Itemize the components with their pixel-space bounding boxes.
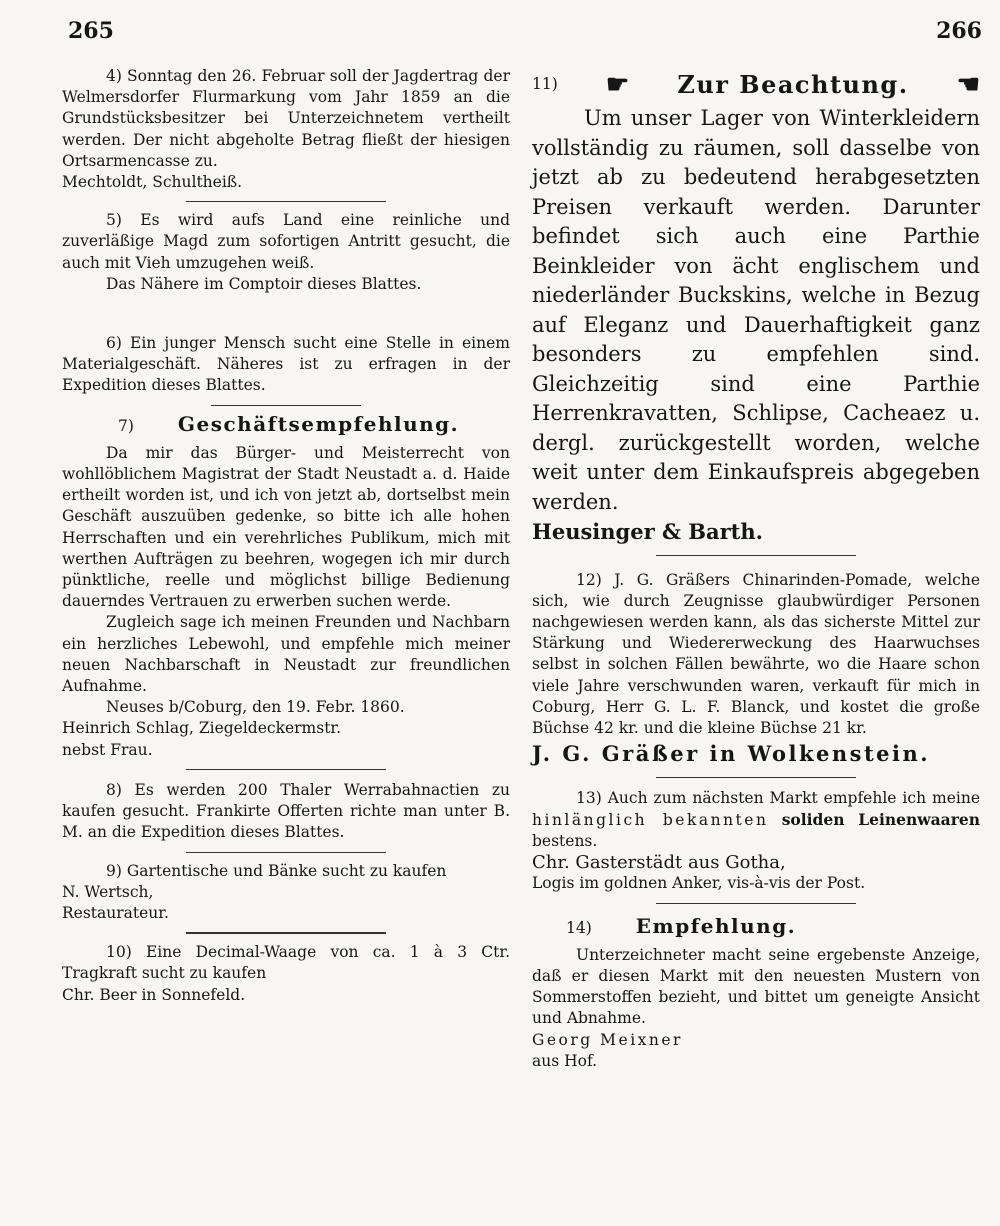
ad-7-signature: Heinrich Schlag, Ziegeldeckermstr.	[62, 719, 342, 738]
ad-5-text: 5) Es wird aufs Land eine reinliche und zuverläßige Magd zum sofortigen Antritt gesucht, die auch mit Vieh umzugehen weiß.	[62, 211, 510, 272]
left-column	[62, 66, 510, 1006]
ad-13-text-b: bestens.	[532, 832, 598, 851]
ad-13-text	[532, 788, 980, 853]
page-number-right: 266	[936, 18, 982, 44]
ad-14-signature: Georg Meixner	[532, 1030, 683, 1049]
ad-8	[62, 780, 510, 844]
ad-7-number: 7)	[118, 416, 134, 435]
ad-7-place-date: Neuses b/Coburg, den 19. Febr. 1860.	[106, 698, 405, 717]
page-number-left: 265	[68, 18, 114, 44]
ad-4-text: 4) Sonntag den 26. Februar soll der Jagdertrag der Welmersdorfer Flurmarkung vom Jahr 1859 an die Grundstücksbesitzer bei Unterzeichnetem vertheilt werden. Der nicht abgeholte Betrag fließt der hiesigen Ortsarmencasse zu.	[62, 67, 510, 170]
ad-6-text: 6) Ein junger Mensch sucht eine Stelle in einem Materialgeschäft. Näheres ist zu erfragen in der Expedition dieses Blattes.	[62, 334, 510, 395]
ad-9	[62, 861, 510, 925]
separator	[186, 932, 386, 934]
ad-11-signature: Heusinger & Barth.	[532, 519, 763, 544]
separator	[186, 852, 386, 853]
ad-13-lodging: Logis im goldnen Anker, vis-à-vis der Post.	[532, 874, 866, 893]
ad-14-number: 14)	[566, 918, 592, 937]
ad-8-text: 8) Es werden 200 Thaler Werrabahnactien zu kaufen gesucht. Frankirte Offerten richte man unter B. M. an die Expedition dieses Blattes.	[62, 780, 510, 842]
ad-7-signature-2: nebst Frau.	[62, 740, 153, 759]
ad-11	[532, 72, 980, 547]
ad-6	[62, 333, 510, 397]
pointing-hand-left-icon: ☚	[956, 70, 980, 100]
ad-7-paragraph-1: Da mir das Bürger- und Meisterrecht von wohllöblichem Magistrat der Stadt Neustadt a. d. Haide ertheilt worden ist, und ich von jetzt ab, dortselbst mein Geschäft auszuüben gedenke, so bitte ich alle hohen Herrschaften und ein verehrliches Publikum, mich mit werthen Aufträgen zu beehren, wogegen ich mir durch pünktliche, reelle und möglichst billige Bedienung dauerndes Vertrauen zu erwerben suchen werde.	[62, 443, 510, 611]
ad-7-heading: Geschäftsempfehlung.	[177, 411, 460, 436]
ad-12	[532, 570, 980, 769]
ad-10	[62, 942, 510, 1006]
ad-14-text: Unterzeichneter macht seine ergebenste Anzeige, daß er diesen Markt mit den neuesten Mustern von Sommerstoffen bezieht, und bittet um geneigte Ansicht und Abnahme.	[532, 945, 980, 1028]
separator	[186, 201, 386, 202]
ad-12-signature: J. G. Gräßer in Wolkenstein.	[532, 741, 931, 767]
ad-14	[532, 913, 980, 1072]
separator	[656, 903, 856, 904]
ad-10-signature: Chr. Beer in Sonnefeld.	[62, 985, 246, 1004]
separator	[656, 777, 856, 778]
ad-11-heading: Zur Beachtung.	[677, 70, 909, 100]
ad-13-text-spaced: hinlänglich bekannten	[532, 810, 769, 829]
ad-13-signature: Chr. Gasterstädt aus Gotha,	[532, 852, 786, 874]
ad-12-text: 12) J. G. Gräßers Chinarinden-Pomade, welche sich, wie durch Zeugnisse glaubwürdiger Personen nachgewiesen werden kann, als das sicherste Mittel zur Stärkung und Wiedererweckung des Haarwuchses selbst in solchen Fällen bewährte, wo die Haare schon viele Jahre verschwunden waren, verkauft für mich in Coburg, Herr G. L. F. Blanck, und kostet die große Büchse 42 kr. und die kleine Büchse 21 kr.	[532, 570, 980, 737]
right-column	[532, 66, 980, 1072]
separator	[211, 405, 361, 406]
ad-10-text: 10) Eine Decimal-Waage von ca. 1 à 3 Ctr. Tragkraft sucht zu kaufen	[62, 943, 510, 983]
separator	[656, 555, 856, 556]
ad-14-signature-2: aus Hof.	[532, 1051, 598, 1070]
ad-11-number: 11)	[532, 75, 558, 94]
ad-13	[532, 788, 980, 895]
ad-9-signature: N. Wertsch,	[62, 882, 154, 901]
pointing-hand-right-icon: ☛	[605, 70, 630, 100]
ad-7	[62, 411, 510, 761]
ad-4	[62, 66, 510, 193]
ad-7-paragraph-2: Zugleich sage ich meinen Freunden und Nachbarn ein herzliches Lebewohl, und empfehle mich meiner neuen Nachbarschaft in Neustadt zur freundlichen Aufnahme.	[62, 613, 510, 696]
ad-5	[62, 210, 510, 295]
ad-9-text: 9) Gartentische und Bänke sucht zu kaufen	[106, 861, 447, 880]
ad-13-text-bold: soliden Leinenwaaren	[781, 809, 980, 829]
ad-9-signature-2: Restaurateur.	[62, 903, 169, 922]
ad-4-signature: Mechtoldt, Schultheiß.	[62, 173, 243, 192]
ad-11-text: Um unser Lager von Winterkleidern vollständig zu räumen, soll dasselbe von jetzt ab zu bedeutend herabgesetzten Preisen verkauft werden. Darunter befindet sich auch eine Parthie Beinkleider von ächt englischem und niederländer Buckskins, welche in Bezug auf Eleganz und Dauerhaftigkeit ganz besonders zu empfehlen sind. Gleichzeitig sind eine Parthie Herrenkravatten, Schlipse, Cacheaez u. dergl. zurückgestellt worden, welche weit unter dem Einkaufspreis abgegeben werden.	[532, 106, 980, 514]
ad-5-note: Das Nähere im Comptoir dieses Blattes.	[106, 274, 422, 293]
ad-13-text-a: 13) Auch zum nächsten Markt empfehle ich meine	[576, 788, 980, 807]
ad-14-heading: Empfehlung.	[635, 913, 797, 938]
separator	[186, 769, 386, 770]
